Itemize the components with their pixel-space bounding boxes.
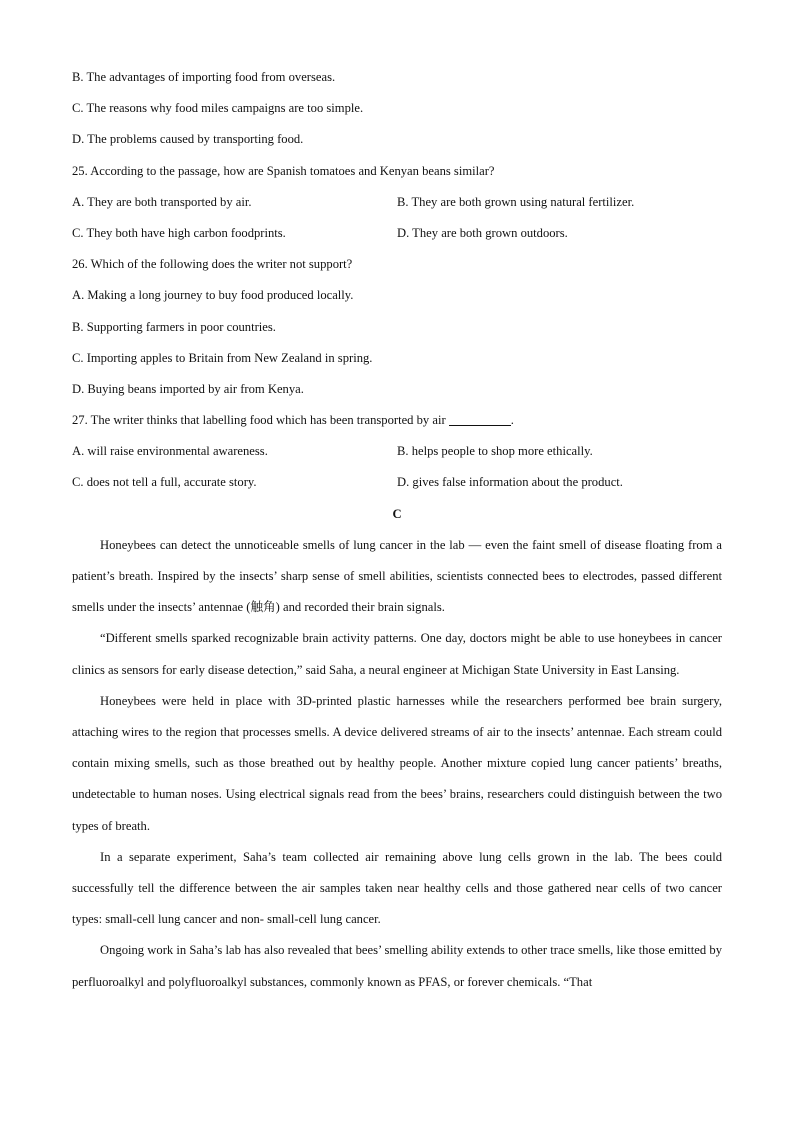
q27-options-row-2 — [72, 467, 722, 498]
q24-option-c: C. The reasons why food miles campaigns are too simple. — [72, 101, 364, 116]
q27-stem-text: 27. The writer thinks that labelling food which has been transported by air — [72, 413, 446, 428]
q25-options-row-1 — [72, 187, 722, 218]
passage-paragraph: In a separate experiment, Saha’s team collected air remaining above lung cells grown in the lab. The bees could successfully tell the difference between the air samples taken near healthy cells and those gathered near cells of two cancer types: small-cell lung cancer and non- small-cell lung cancer. — [72, 849, 722, 927]
q27-option-c: C. does not tell a full, accurate story. — [72, 475, 257, 490]
answer-blank — [449, 411, 511, 426]
passage-paragraph: Honeybees can detect the unnoticeable smells of lung cancer in the lab — even the faint smell of disease floating from a patient’s breath. Inspired by the insects’ sharp sense of smell abilities, scientists connected bees to electrodes, passed different smells under the insects’ antennae (触角) and recorded their brain signals. — [72, 537, 722, 615]
passage-paragraph: “Different smells sparked recognizable brain activity patterns. One day, doctors might be able to use honeybees in cancer clinics as sensors for early disease detection,” said Saha, a neural engineer at Michigan State University in East Lansing. — [72, 631, 722, 677]
q26-option-a: A. Making a long journey to buy food produced locally. — [72, 288, 354, 303]
q25-option-a: A. They are both transported by air. — [72, 194, 252, 209]
q26-option-b: B. Supporting farmers in poor countries. — [72, 319, 276, 334]
passage-paragraph: Ongoing work in Saha’s lab has also revealed that bees’ smelling ability extends to other trace smells, like those emitted by perfluoroalkyl and polyfluoroalkyl substances, commonly known as PFAS, or forever chemicals. “That — [72, 943, 722, 989]
q25-stem: 25. According to the passage, how are Spanish tomatoes and Kenyan beans similar? — [72, 163, 495, 178]
section-c-title: C — [392, 506, 402, 521]
passage-paragraph: Honeybees were held in place with 3D-printed plastic harnesses while the researchers performed bee brain surgery, attaching wires to the region that processes smells. A device delivered streams of air to the insects’ antennae. Each stream could contain mixing smells, such as those breathed out by healthy people. Another mixture copied lung cancer patients’ breaths, undetectable to human noses. Using electrical signals read from the bees’ brains, researchers could distinguish between the two types of breath. — [72, 693, 722, 833]
q25-option-d: D. They are both grown outdoors. — [397, 225, 568, 240]
q25-options-row-2 — [72, 218, 722, 249]
q26-option-d: D. Buying beans imported by air from Kenya. — [72, 381, 304, 396]
q27-option-b: B. helps people to shop more ethically. — [397, 444, 593, 459]
q24-option-b: B. The advantages of importing food from overseas. — [72, 70, 336, 84]
q25-option-b: B. They are both grown using natural fertilizer. — [397, 194, 635, 209]
q27-stem — [72, 405, 722, 436]
exam-page — [72, 62, 722, 998]
q27-options-row-1 — [72, 436, 722, 467]
q26-option-c: C. Importing apples to Britain from New Zealand in spring. — [72, 350, 373, 365]
q27-option-d: D. gives false information about the product. — [397, 475, 623, 490]
passage-c — [72, 530, 722, 998]
q25-option-c: C. They both have high carbon foodprints. — [72, 225, 286, 240]
q27-option-a: A. will raise environmental awareness. — [72, 444, 268, 459]
q27-stem-end: . — [510, 413, 514, 428]
q26-stem: 26. Which of the following does the writer not support? — [72, 257, 353, 272]
q24-option-d: D. The problems caused by transporting food. — [72, 132, 304, 147]
